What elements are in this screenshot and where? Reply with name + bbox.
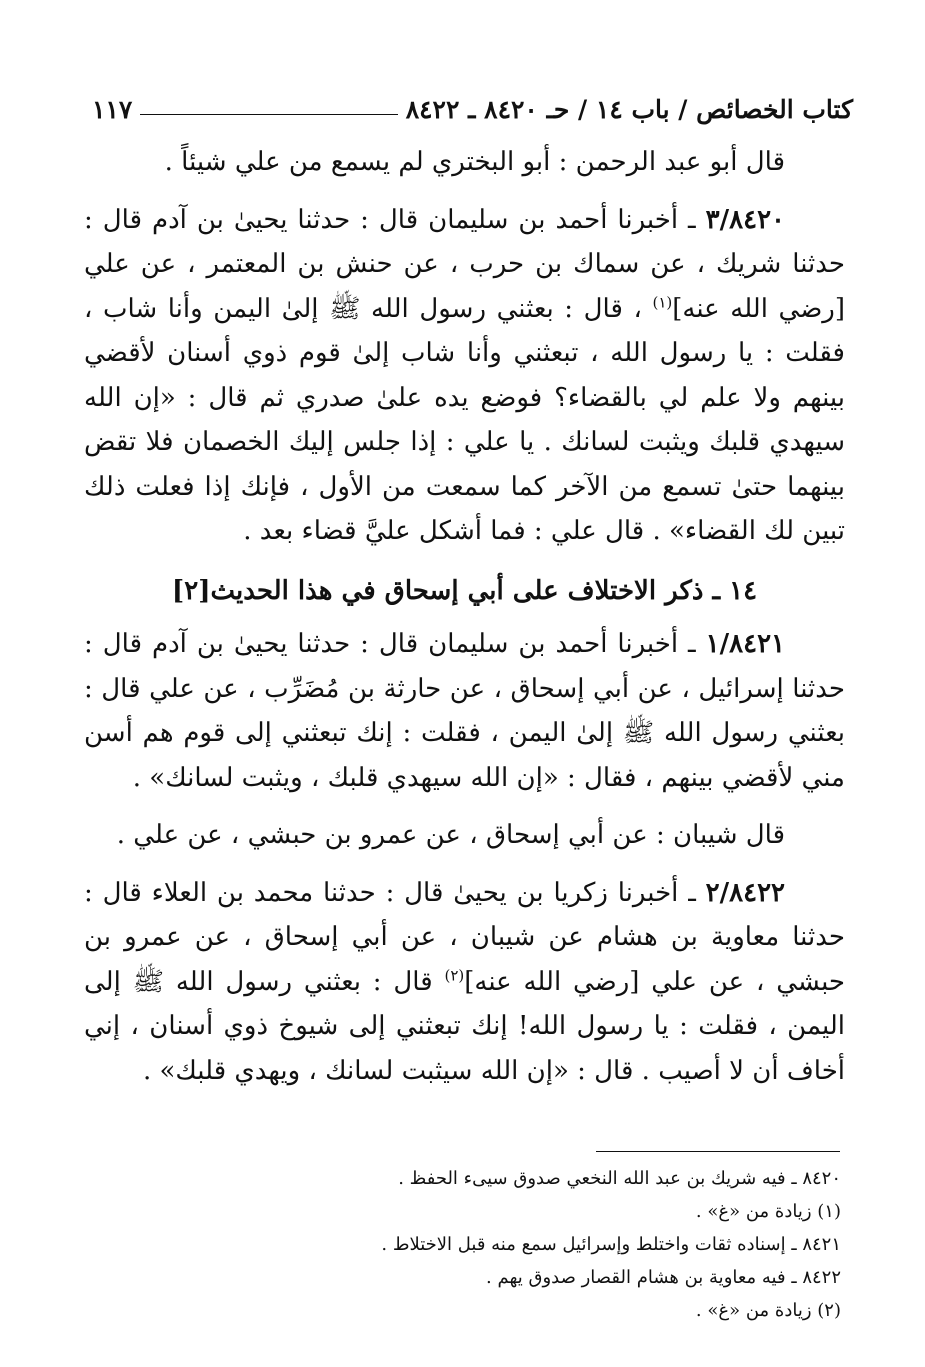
- hadith-8420: [84, 198, 845, 554]
- page-number: ١١٧: [92, 95, 133, 124]
- hadith-8422: [84, 871, 845, 1094]
- footnote-item: ٨٤٢١ ـ إسناده ثقات واختلط وإسرائيل سمع منه قبل الاختلاط .: [381, 1234, 841, 1255]
- footnote-ref: (١): [652, 292, 673, 311]
- header-title: كتاب الخصائص / باب ١٤ / حـ ٨٤٢٠ ـ ٨٤٢٢: [405, 95, 853, 124]
- footnote-item: (٢) زيادة من «غ» .: [695, 1300, 841, 1321]
- paragraph-note: [84, 813, 845, 858]
- hadith-text: ـ أخبرنا أحمد بن سليمان قال : حدثنا يحيىٰ بن آدم قال : حدثنا إسرائيل ، عن أبي إسحاق ، عن حارثة بن مُضَرِّب ، عن علي قال : بعثني رسول الله ﷺ إلىٰ اليمن ، فقلت : إنك تبعثني إلى قوم هم أسن مني لأقضي بينهم ، فقال : «إن الله سيهدي قلبك ، ويثبت لسانك» .: [84, 629, 845, 793]
- hadith-8421: [84, 622, 845, 800]
- header-rule: [140, 114, 397, 115]
- paragraph-text: قال أبو عبد الرحمن : أبو البختري لم يسمع من علي شيئاً .: [164, 147, 785, 177]
- footnote-item: (١) زيادة من «غ» .: [695, 1201, 841, 1222]
- footnote-divider: [596, 1151, 840, 1152]
- footnote-item: ٨٤٢٠ ـ فيه شريك بن عبد الله النخعي صدوق سيىء الحفظ .: [398, 1168, 841, 1189]
- hadith-text: ـ أخبرنا زكريا بن يحيىٰ قال : حدثنا محمد بن العلاء قال : حدثنا معاوية بن هشام عن شيبان ، عن أبي إسحاق ، عن عمرو بن حبشي ، عن علي [رضي الله عنه]: [84, 877, 845, 997]
- footnote-ref: (٢): [444, 965, 465, 984]
- hadith-number: ٢/٨٤٢٢: [705, 877, 785, 908]
- paragraph-note: [84, 140, 845, 185]
- footnotes: [100, 1162, 841, 1327]
- footnote-item: ٨٤٢٢ ـ فيه معاوية بن هشام القصار صدوق يهم .: [486, 1267, 841, 1288]
- running-header: [92, 84, 853, 124]
- hadith-text: ـ أخبرنا أحمد بن سليمان قال : حدثنا يحيىٰ بن آدم قال : حدثنا شريك ، عن سماك بن حرب ، عن حنش بن المعتمر ، عن علي [رضي الله عنه]: [84, 204, 845, 324]
- paragraph-text: قال شيبان : عن أبي إسحاق ، عن عمرو بن حبشي ، عن علي .: [116, 820, 785, 850]
- hadith-number: ٣/٨٤٢٠: [705, 204, 785, 235]
- section-heading: ١٤ ـ ذكر الاختلاف على أبي إسحاق في هذا الحديث[٢]: [171, 575, 758, 606]
- hadith-text-continued: قال : بعثني رسول الله ﷺ إلى اليمن ، فقلت : يا رسول الله! إنك تبعثني إلى شيوخ ذوي أسنان ، إني أخاف أن لا أصيب . قال : «إن الله سيثبت لسانك ، ويهدي قلبك» .: [84, 966, 845, 1086]
- hadith-text-continued: ، قال : بعثني رسول الله ﷺ إلىٰ اليمن وأنا شاب ، فقلت : يا رسول الله ، تبعثني وأنا شاب إلىٰ قوم ذوي أسنان لأقضي بينهم ولا علم لي بالقضاء؟ فوضع يده علىٰ صدري ثم قال : «إن الله سيهدي قلبك ويثبت لسانك . يا علي : إذا جلس إليك الخصمان فلا تقض بينهما حتىٰ تسمع من الآخر كما سمعت من الأول ، فإنك إذا فعلت ذلك تبين لك القضاء» . قال علي : فما أشكل عليَّ قضاء بعد .: [84, 293, 845, 546]
- main-text: [84, 140, 845, 1093]
- hadith-number: ١/٨٤٢١: [705, 629, 785, 659]
